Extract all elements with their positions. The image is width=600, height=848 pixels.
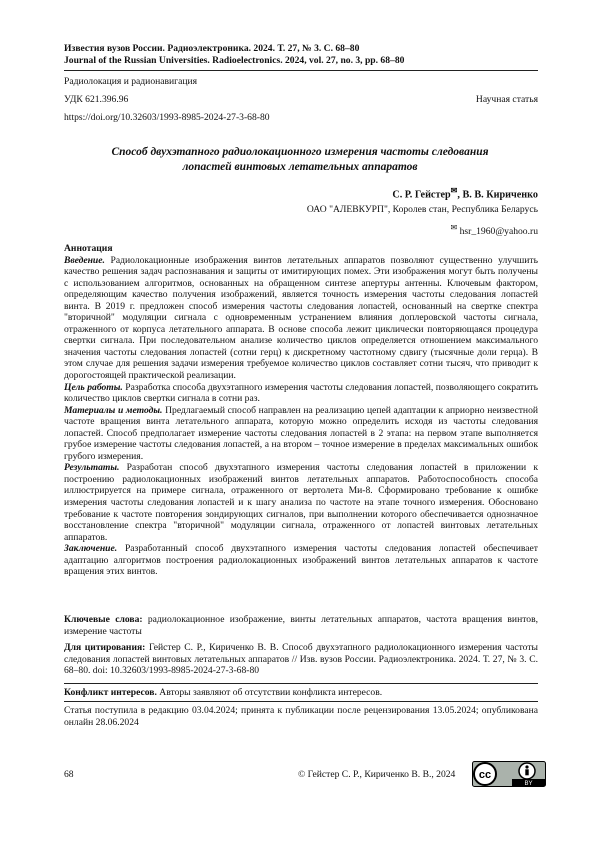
intro-text: Радиолокационные изображения винтов летательных аппаратов позволяют существенно улучшить качество решения задач распознавания и защиты от имитирующих помех. Эти изображения могут быть получены с использованием алгоритмов, основанных на обращенном синтезе апертуры антенны. Ключевым фактором, определяющим качество получения изображений, является точность измерения частоты следования лопастей винта. В 2019 г. предложен способ измерения частоты следования лопастей, основанный на свертке спектра "вторичной" модуляции сигнала с одновременным устранением влияния доплеровской частоты сигнала, отраженного от корпуса летательного аппарата. В основе способа лежит циклически повторяющаяся процедура свертки сигнала. При последовательном анализе количество циклов определяется отношением максимального значения частоты следования лопастей (сотни герц) к дискретному частотному сдвигу (тысячные доли герца). В этом случае для решения задачи измерения требуемое количество циклов составляет сотни тысяч, что приводит к дорогостоящей практической реализации. (64, 254, 538, 382)
abstract-methods (64, 405, 538, 463)
page-number: 68 (64, 769, 74, 780)
journal-name-ru: Известия вузов России. Радиоэлектроника. 2024. Т. 27, № 3. С. 68–80 (64, 43, 360, 54)
article-title (70, 145, 530, 174)
conclusion-label: Заключение. (64, 543, 118, 555)
author-list (392, 184, 538, 201)
aim-label: Цель работы. (64, 381, 123, 393)
author-first: С. Р. Гейстер (392, 189, 451, 201)
author-rest: , В. В. Кириченко (457, 189, 538, 201)
article-type: Научная статья (475, 94, 538, 105)
cc-by-icon[interactable] (472, 761, 546, 787)
affiliation: ОАО "АЛЕВКУРП", Королев стан, Республика Беларусь (306, 204, 538, 215)
copyright: © Гейстер С. Р., Кириченко В. В., 2024 (298, 769, 456, 780)
methods-text: Предлагаемый способ направлен на реализацию цепей адаптации к априорно неизвестной частоте вращения винта летательного аппарата, которую можно определить исходя из частоты следования лопастей. Способ предполагает измерение частоты следования лопастей в 2 этапа: на первом этапе выполняется грубое измерение частоты следования лопастей, а на втором – точное измерение в пределах максимальных ошибок грубого измерения. (64, 404, 539, 462)
results-text: Разработан способ двухэтапного измерения частоты следования лопастей в приложении к построению радиолокационных изображений винтов летательных аппаратов. Работоспособность способа иллюстрируется на примере сигнала, отраженного от вертолета Ми-8. Сформировано требование к ошибке измерения частоты следования лопастей и к шагу анализа по частоте на этапе точного измерения. Обосновано требование к частоте повторения зондирующих сигналов, при выполнении которого обеспечивается однозначное восстановление спектра "вторичной" модуляции сигнала, отраженного от лопастей винтовых летательных аппаратов. (64, 462, 538, 543)
abstract-conclusion (64, 543, 538, 578)
doi-link[interactable]: https://doi.org/10.32603/1993-8985-2024-27-3-68-80 (64, 112, 270, 123)
section-name: Радиолокация и радионавигация (64, 76, 198, 87)
citation (64, 642, 538, 677)
journal-header (64, 43, 544, 67)
keywords (64, 614, 538, 637)
methods-label: Материалы и методы. (64, 404, 163, 416)
journal-name-en: Journal of the Russian Universities. Radioelectronics. 2024, vol. 27, no. 3, pp. 68–80 (64, 55, 405, 66)
header-divider (64, 70, 538, 71)
license-text: BY (524, 781, 533, 787)
citation-label: Для цитирования: (64, 642, 146, 653)
conflict-label: Конфликт интересов. (64, 687, 157, 698)
svg-text:cc: cc (478, 769, 492, 781)
citation-divider (64, 683, 538, 684)
email-address[interactable]: hsr_1960@yahoo.ru (459, 226, 538, 238)
conflict-divider (64, 701, 538, 702)
conflict-text: Авторы заявляют об отсутствии конфликта интересов. (159, 687, 383, 698)
udc-code: УДК 621.396.96 (64, 94, 129, 105)
conflict-of-interest (64, 687, 538, 699)
aim-text: Разработка способа двухэтапного измерения частоты следования лопастей, позволяющего сократить количество циклов свертки сигнала в сотни раз. (64, 381, 538, 405)
envelope-icon: ✉ (450, 223, 458, 232)
abstract-heading: Аннотация (64, 243, 113, 254)
article-history: Статья поступила в редакцию 03.04.2024; принята к публикации после рецензирования 13.05.2024; опубликована онлайн 28.06.2024 (64, 705, 538, 728)
abstract-results (64, 462, 538, 543)
keywords-label: Ключевые слова: (64, 614, 143, 625)
abstract-aim (64, 382, 538, 405)
corresponding-email (451, 222, 539, 238)
conclusion-text: Разработанный способ двухэтапного измерения частоты следования лопастей обеспечивает адаптацию алгоритмов построения радиолокационных изображений винтов летательных аппаратов к частоте вращения этих винтов. (64, 543, 538, 578)
intro-label: Введение. (64, 254, 105, 266)
abstract (64, 243, 538, 578)
results-label: Результаты. (64, 462, 120, 474)
title-line-2: лопастей винтовых летательных аппаратов (182, 160, 418, 173)
title-line-1: Способ двухэтапного радиолокационного измерения частоты следования (111, 146, 489, 158)
abstract-intro (64, 255, 538, 382)
keywords-text: радиолокационное изображение, винты летательных аппаратов, частота вращения винтов, измерение частоты (64, 614, 538, 637)
citation-text: Гейстер С. Р., Кириченко В. В. Способ двухэтапного радиолокационного измерения частоты следования лопастей винтовых летательных аппаратов // Изв. вузов России. Радиоэлектроника. 2024. Т. 27, № 3. С. 68–80. doi: 10.32603/1993-8985-2024-27-3-68-80 (64, 642, 538, 677)
envelope-icon: ✉ (450, 186, 458, 195)
